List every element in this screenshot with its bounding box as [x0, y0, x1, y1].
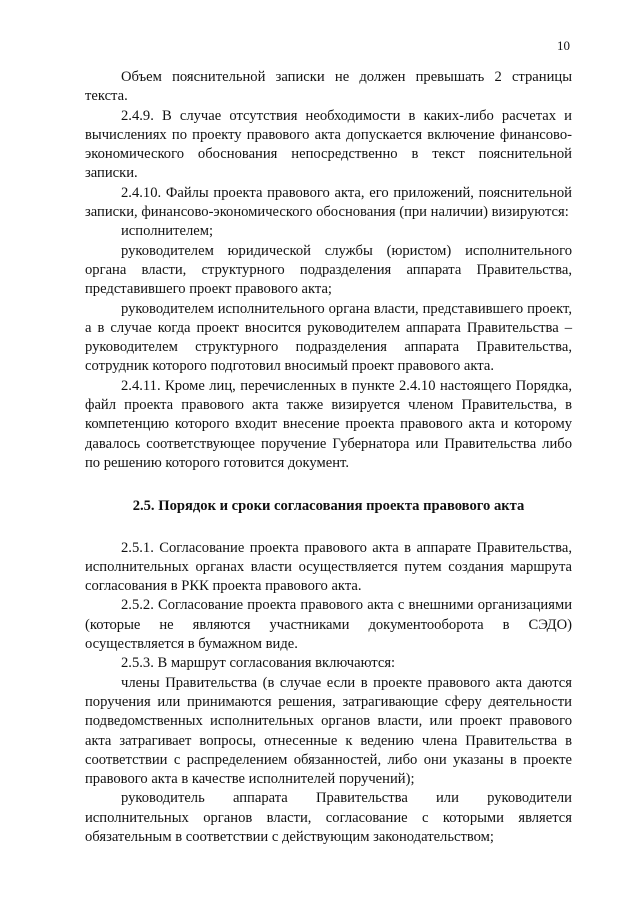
- section-heading: 2.5. Порядок и сроки согласования проекта правового акта: [132, 498, 525, 515]
- paragraph: руководитель аппарата Правительства или руководители исполнительных органов власти, согласование с которыми является обязательным в соответствии с действующим законодательством;: [85, 790, 572, 845]
- paragraph: 2.4.10. Файлы проекта правового акта, его приложений, пояснительной записки, финансово-экономического обоснования (при наличии) визируются:: [85, 184, 572, 221]
- document-body: [85, 68, 572, 847]
- paragraph: Объем пояснительной записки не должен превышать 2 страницы текста.: [85, 69, 572, 105]
- paragraph: 2.5.3. В маршрут согласования включаются:: [121, 655, 396, 672]
- paragraph: исполнителем;: [121, 223, 214, 240]
- paragraph: руководителем юридической службы (юристом) исполнительного органа власти, структурного подразделения аппарата Правительства, представившего проект правового акта;: [85, 242, 572, 298]
- paragraph: члены Правительства (в случае если в проекте правового акта даются поручения или принимаются решения, затрагивающие сферу деятельности подведомственных исполнительных органов власти, или проект правового акта затрагивает вопросы, отнесенные к ведению члена Правительства в соответствии с распределением обязанностей, либо они указаны в проекте правового акта в качестве исполнителей поручений);: [85, 674, 572, 788]
- paragraph: 2.5.2. Согласование проекта правового акта с внешними организациями (которые не являются участниками документооборота в СЭДО) осуществляется в бумажном виде.: [85, 597, 572, 653]
- paragraph: 2.4.11. Кроме лиц, перечисленных в пункте 2.4.10 настоящего Порядка, файл проекта правового акта также визируется членом Правительства, в компетенцию которого входит внесение проекта правового акта и которому давалось соответствующее поручение Губернатора или Правительства либо по решению которого готовится документ.: [85, 377, 572, 471]
- paragraph: руководителем исполнительного органа власти, представившего проект, а в случае когда проект вносится руководителем аппарата Правительства – руководителем структурного подразделения аппарата Правительства, сотрудник которого подготовил вносимый проект правового акта.: [85, 300, 572, 375]
- paragraph: 2.5.1. Согласование проекта правового акта в аппарате Правительства, исполнительных органах власти осуществляется путем создания маршрута согласования в РКК проекта правового акта.: [85, 539, 572, 595]
- page-number: 10: [557, 38, 570, 53]
- paragraph: 2.4.9. В случае отсутствия необходимости в каких-либо расчетах и вычислениях по проекту правового акта допускается включение финансово-экономического обоснования непосредственно в текст пояснительной записки.: [85, 107, 572, 182]
